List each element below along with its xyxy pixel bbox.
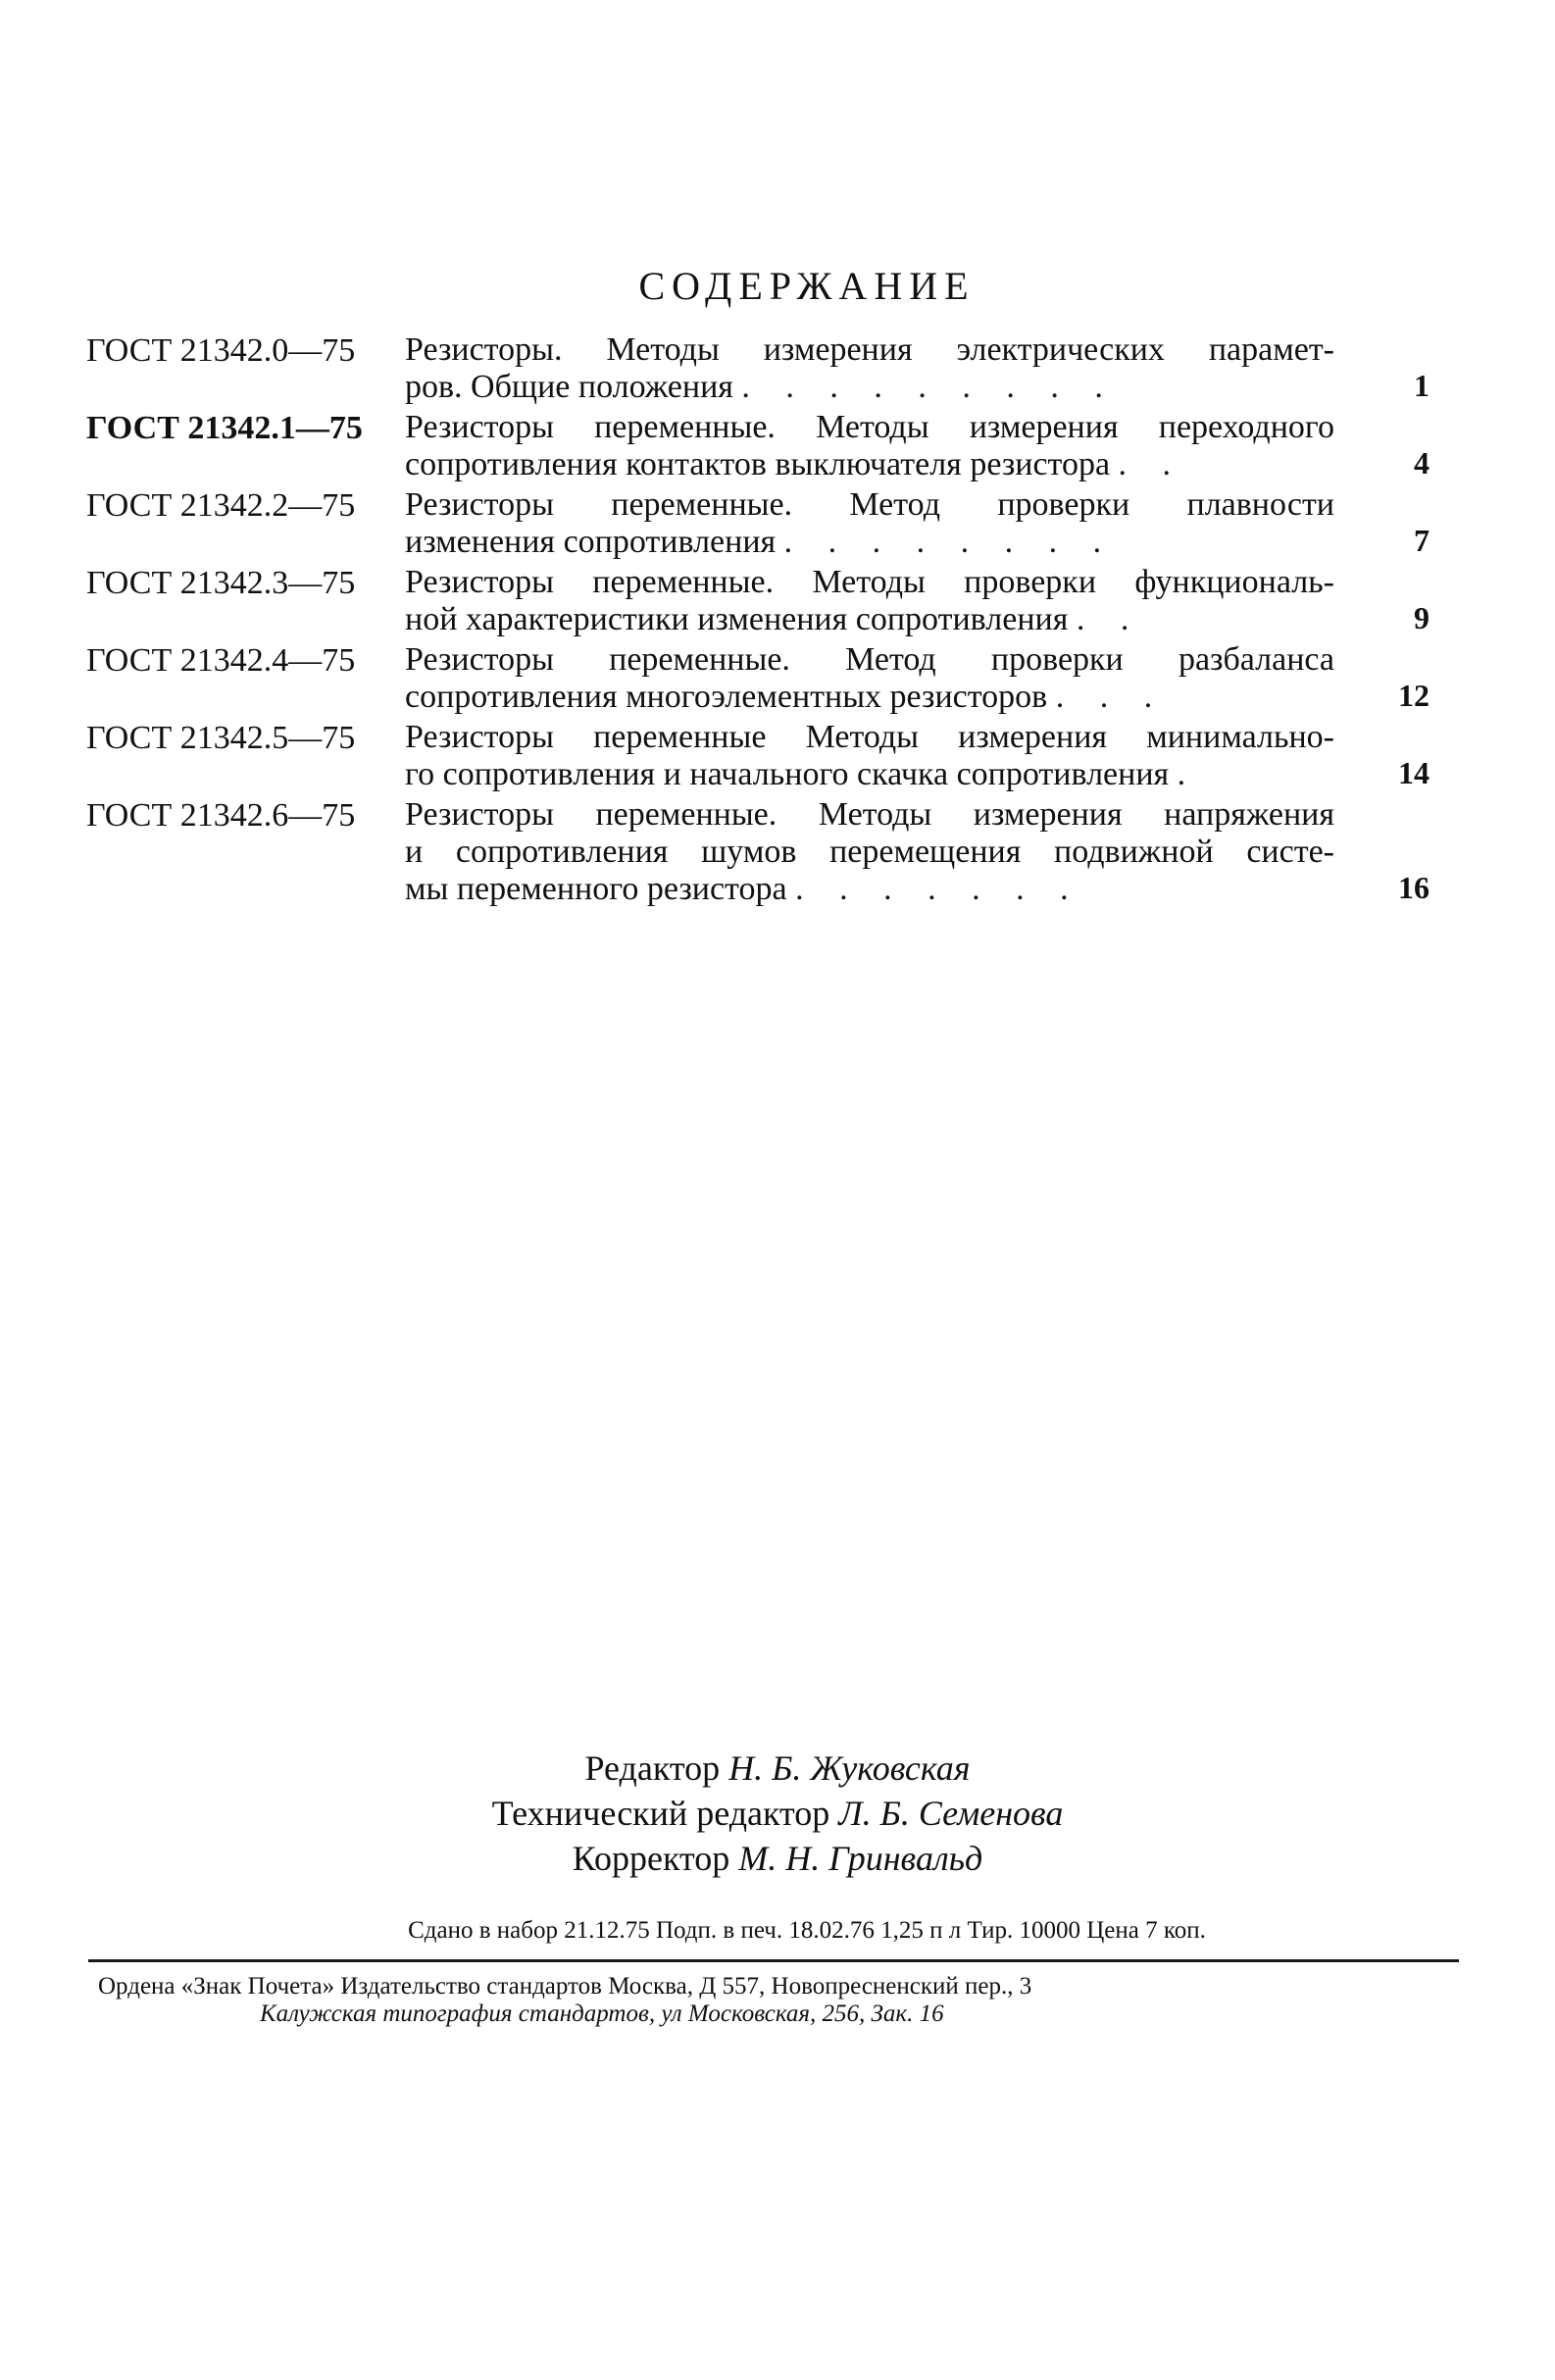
publisher-line: Ордена «Знак Почета» Издательство стандартов Москва, Д 557, Новопресненский пер., 3 — [98, 1973, 1032, 2000]
toc-page-number: 14 — [1398, 755, 1430, 790]
toc-entry-code: ГОСТ 21342.2—75 — [86, 487, 356, 524]
toc-entry — [86, 719, 1430, 793]
toc-entry-code: ГОСТ 21342.5—75 — [86, 720, 356, 756]
toc-entry-title — [405, 796, 1334, 908]
toc-entry-title — [405, 331, 1334, 406]
toc-title: СОДЕРЖАНИЕ — [638, 264, 976, 308]
toc-entry-line — [405, 756, 1334, 793]
toc-entry — [86, 564, 1430, 638]
printer-line: Калужская типография стандартов, ул Московская, 256, Зак. 16 — [260, 2000, 944, 2027]
toc-entry-line-text: ров. Общие положения — [405, 369, 733, 405]
toc-entry-line: Резисторы. Методы измерения электрических парамет- — [405, 331, 1334, 368]
toc-entry-code: ГОСТ 21342.1—75 — [86, 410, 363, 446]
toc-leader-dots: . . . . . . . . . — [741, 369, 1117, 405]
toc-entry-code: ГОСТ 21342.3—75 — [86, 565, 356, 601]
toc-entry — [86, 331, 1430, 406]
toc-leader-dots: . . . . . . . . — [783, 524, 1116, 560]
toc-page-number: 1 — [1414, 368, 1430, 403]
toc-entry-line-text: го сопротивления и начального скачка сопротивления — [405, 756, 1170, 792]
toc-entry-title — [405, 409, 1334, 483]
toc-page-number: 4 — [1414, 445, 1430, 481]
toc-entry-line: Резисторы переменные. Методы измерения напряжения — [405, 796, 1334, 833]
toc-page-number: 9 — [1414, 600, 1430, 635]
toc-entry-line: Резисторы переменные Методы измерения минимально- — [405, 719, 1334, 755]
toc-entry-line — [405, 369, 1334, 406]
editorial-credits — [0, 1746, 1555, 1881]
editor-role: Редактор — [584, 1748, 721, 1788]
toc-entry-line-text: мы переменного резистора — [405, 871, 787, 907]
toc-entry-line — [405, 524, 1334, 561]
corrector-name: М. Н. Гринвальд — [738, 1839, 983, 1878]
print-imprint: Сдано в набор 21.12.75 Подп. в печ. 18.02.76 1,25 п л Тир. 10000 Цена 7 коп. — [408, 1917, 1206, 1944]
toc-entry-line-text: изменения сопротивления — [405, 524, 777, 560]
toc-entry-line — [405, 601, 1334, 638]
toc-entry-code: ГОСТ 21342.0—75 — [86, 332, 356, 369]
toc-entry-line-text: ной характеристики изменения сопротивления — [405, 601, 1069, 637]
toc-entry-line — [405, 446, 1334, 483]
toc-entry-code: ГОСТ 21342.6—75 — [86, 797, 356, 834]
toc-entry — [86, 796, 1430, 908]
toc-entry-line: Резисторы переменные. Методы проверки функциональ- — [405, 564, 1334, 600]
toc-leader-dots: . . . — [1055, 679, 1167, 715]
toc-entry — [86, 486, 1430, 561]
table-of-contents — [86, 331, 1430, 911]
toc-entry-line: Резисторы переменные. Методы измерения переходного — [405, 409, 1334, 445]
toc-leader-dots: . . — [1076, 601, 1143, 637]
toc-entry-line: Резисторы переменные. Метод проверки плавности — [405, 486, 1334, 523]
toc-entry-title — [405, 486, 1334, 561]
toc-entry-code: ГОСТ 21342.4—75 — [86, 642, 356, 679]
toc-page-number: 16 — [1398, 870, 1430, 905]
toc-entry-title — [405, 564, 1334, 638]
editor-credit — [0, 1746, 1555, 1791]
toc-page-number: 12 — [1398, 678, 1430, 713]
tech-editor-credit — [0, 1791, 1555, 1836]
toc-entry — [86, 409, 1430, 483]
toc-entry-line — [405, 679, 1334, 716]
tech-editor-role: Технический редактор — [491, 1794, 830, 1833]
toc-entry-line: и сопротивления шумов перемещения подвижной систе- — [405, 834, 1334, 870]
toc-entry-line — [405, 871, 1334, 908]
divider — [88, 1959, 1459, 1962]
corrector-role: Корректор — [572, 1839, 730, 1878]
toc-page-number: 7 — [1414, 523, 1430, 558]
toc-leader-dots: . . . . . . . — [795, 871, 1082, 907]
toc-entry-line-text: сопротивления многоэлементных резисторов — [405, 679, 1048, 715]
toc-entry — [86, 641, 1430, 716]
toc-entry-line: Резисторы переменные. Метод проверки разбаланса — [405, 641, 1334, 678]
toc-entry-title — [405, 719, 1334, 793]
toc-leader-dots: . . — [1118, 446, 1185, 482]
toc-leader-dots: . — [1177, 756, 1200, 792]
tech-editor-name: Л. Б. Семенова — [838, 1794, 1064, 1833]
publisher-info — [98, 1973, 1461, 2028]
toc-entry-line-text: сопротивления контактов выключателя резистора — [405, 446, 1111, 482]
toc-entry-title — [405, 641, 1334, 716]
editor-name: Н. Б. Жуковская — [728, 1748, 971, 1788]
corrector-credit — [0, 1836, 1555, 1881]
